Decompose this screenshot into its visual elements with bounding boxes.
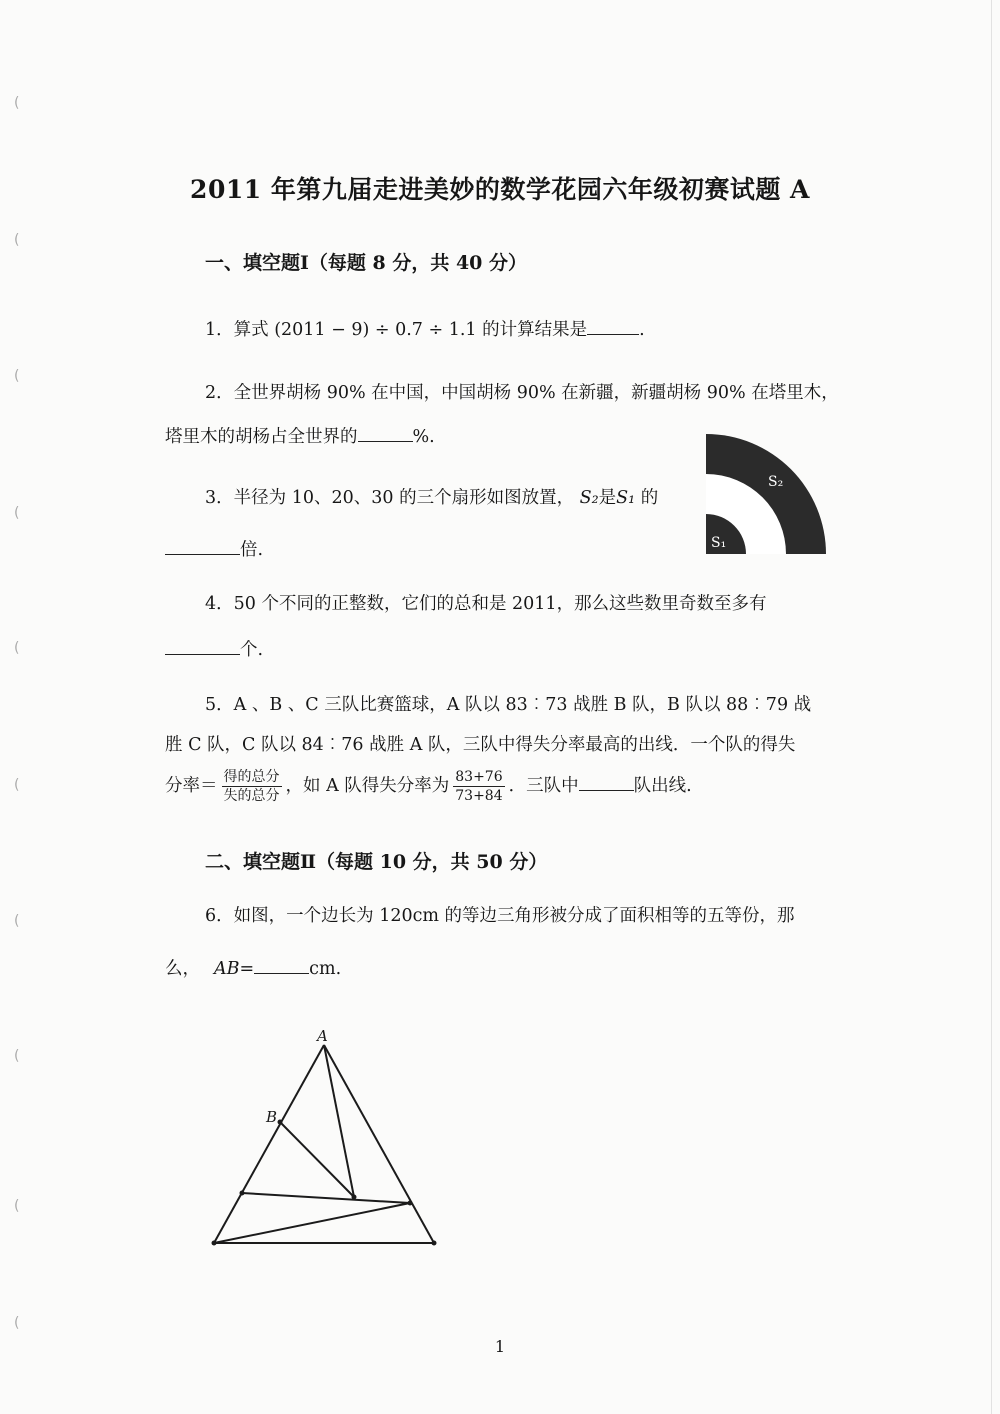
sector-figure bbox=[700, 430, 835, 560]
fraction-team-a bbox=[453, 769, 504, 804]
question-3-tail: 倍. bbox=[240, 540, 264, 560]
binding-mark: ( bbox=[14, 95, 20, 111]
fraction-denominator: 失的总分 bbox=[223, 788, 280, 805]
point-interior bbox=[352, 1195, 357, 1200]
question-3-line-2 bbox=[165, 538, 263, 560]
question-2-line-1: 2．全世界胡杨 90% 在中国，中国胡杨 90% 在新疆，新疆胡杨 90% 在塔里木， bbox=[205, 383, 839, 403]
question-3-line-1 bbox=[205, 490, 658, 508]
answer-blank bbox=[165, 638, 240, 655]
triangle-figure bbox=[200, 1025, 450, 1255]
point-b bbox=[278, 1120, 283, 1125]
binding-mark: ( bbox=[14, 1048, 20, 1064]
section-2-heading: 二、填空题Ⅱ（每题 10 分，共 50 分） bbox=[205, 851, 548, 873]
answer-blank bbox=[587, 318, 639, 335]
question-3-mid: 是 bbox=[598, 488, 617, 508]
page-edge bbox=[991, 0, 992, 1414]
question-4-tail: 个. bbox=[240, 640, 264, 660]
binding-mark: ( bbox=[14, 777, 20, 793]
question-1 bbox=[205, 318, 645, 340]
binding-mark: ( bbox=[14, 505, 20, 521]
fraction-denominator: 73+84 bbox=[455, 788, 503, 805]
binding-mark: ( bbox=[14, 232, 20, 248]
segment-a-to-p bbox=[324, 1045, 354, 1197]
label-b: B bbox=[266, 1108, 278, 1126]
answer-blank bbox=[358, 425, 413, 442]
question-5-text-a: 分率＝ bbox=[165, 776, 218, 797]
question-6-line-2 bbox=[165, 957, 341, 979]
segment-left-to-right bbox=[242, 1193, 410, 1203]
segment-base-to-right bbox=[214, 1203, 410, 1243]
label-a: A bbox=[317, 1027, 328, 1045]
question-6-line-1: 6．如图，一个边长为 120cm 的等边三角形被分成了面积相等的五等份，那 bbox=[205, 906, 795, 926]
label-s1: S₁ bbox=[711, 535, 727, 551]
question-3-text: 3．半径为 10、20、30 的三个扇形如图放置， bbox=[205, 488, 575, 508]
segment-ab: AB= bbox=[214, 959, 255, 979]
point-right bbox=[408, 1201, 413, 1206]
point-bottom-left bbox=[212, 1241, 217, 1246]
label-s2: S₂ bbox=[768, 474, 784, 490]
question-3-end: 的 bbox=[640, 488, 659, 508]
question-4-line-2 bbox=[165, 638, 263, 660]
binding-mark: ( bbox=[14, 640, 20, 656]
triangle-left-side bbox=[214, 1045, 324, 1243]
question-5-text-b: ，如 A 队得失分率为 bbox=[285, 776, 450, 797]
question-5-line-1: 5．A 、B 、C 三队比赛篮球，A 队以 83︰73 战胜 B 队，B 队以 88︰79 战 bbox=[205, 695, 812, 715]
symbol-s2: S₂ bbox=[579, 488, 599, 508]
question-2-line-2 bbox=[165, 425, 435, 447]
fraction-numerator: 83+76 bbox=[453, 769, 504, 787]
segment-b-to-p bbox=[280, 1122, 354, 1197]
binding-mark: ( bbox=[14, 1315, 20, 1331]
question-5-text-c: ．三队中 bbox=[508, 776, 579, 797]
section-1-heading: 一、填空题Ⅰ（每题 8 分，共 40 分） bbox=[205, 252, 528, 274]
binding-mark: ( bbox=[14, 913, 20, 929]
triangle-right-side bbox=[324, 1045, 434, 1243]
answer-blank bbox=[579, 774, 634, 791]
page-number: 1 bbox=[494, 1337, 506, 1356]
point-left bbox=[240, 1191, 245, 1196]
answer-blank bbox=[254, 957, 309, 974]
point-bottom-right bbox=[432, 1241, 437, 1246]
question-5-text-d: 队出线. bbox=[633, 776, 692, 797]
question-2-text: 塔里木的胡杨占全世界的 bbox=[165, 427, 358, 447]
binding-mark: ( bbox=[14, 368, 20, 384]
question-6-text-a: 么， bbox=[165, 959, 200, 979]
question-6-text-c: cm. bbox=[309, 959, 342, 979]
fraction-numerator: 得的总分 bbox=[222, 769, 282, 787]
fraction-score-rate bbox=[222, 769, 282, 804]
question-1-text: 1．算式 (2011 − 9) ÷ 0.7 ÷ 1.1 的计算结果是 bbox=[205, 320, 588, 340]
question-5-line-2: 胜 C 队，C 队以 84︰76 战胜 A 队，三队中得失分率最高的出线．一个队的得失 bbox=[165, 735, 796, 755]
symbol-s1: S₁ bbox=[616, 488, 636, 508]
question-5-line-3 bbox=[165, 769, 692, 804]
binding-holes bbox=[14, 0, 34, 1414]
question-1-end: . bbox=[639, 320, 645, 340]
question-4-line-1: 4．50 个不同的正整数，它们的总和是 2011，那么这些数里奇数至多有 bbox=[205, 594, 767, 614]
answer-blank bbox=[165, 538, 240, 555]
question-2-end: %. bbox=[412, 427, 435, 447]
binding-mark: ( bbox=[14, 1198, 20, 1214]
page-title: 2011 年第九届走进美妙的数学花园六年级初赛试题 A bbox=[190, 175, 810, 204]
